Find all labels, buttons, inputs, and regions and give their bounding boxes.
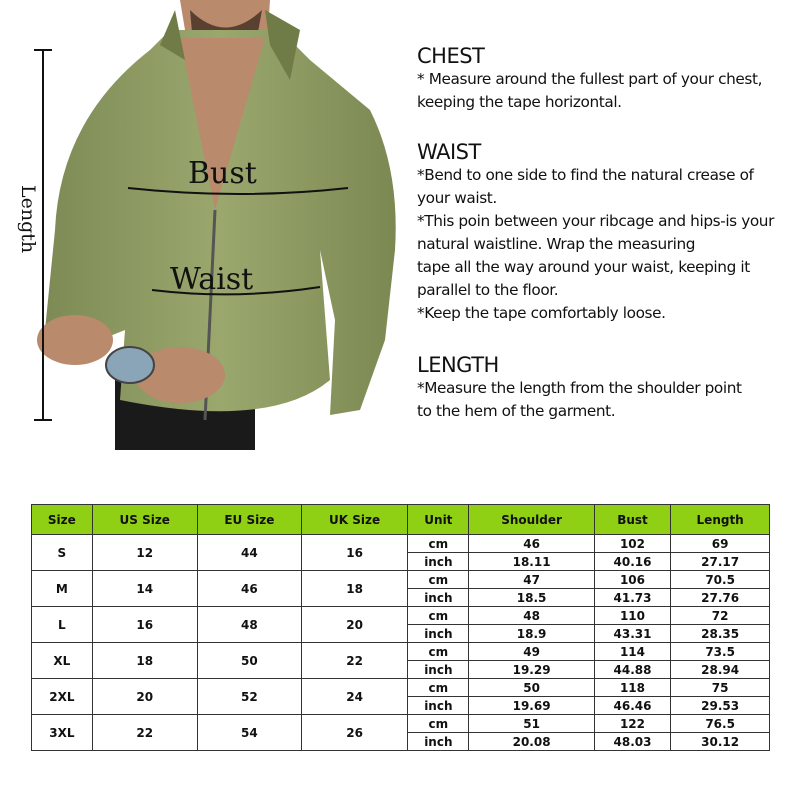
eu-cell: 44 <box>197 535 301 571</box>
column-header: Size <box>32 505 93 535</box>
chest-line: * Measure around the fullest part of your chest, <box>417 70 763 88</box>
uk-cell: 26 <box>301 715 407 751</box>
size-table <box>31 504 770 751</box>
bust-cell: 48.03 <box>594 733 671 751</box>
uk-cell: 16 <box>301 535 407 571</box>
shoulder-cell: 46 <box>469 535 594 553</box>
unit-cell: cm <box>408 571 469 589</box>
bust-cell: 46.46 <box>594 697 671 715</box>
table-row <box>32 643 770 661</box>
uk-cell: 24 <box>301 679 407 715</box>
length-line: to the hem of the garment. <box>417 402 616 420</box>
bust-cell: 114 <box>594 643 671 661</box>
length-cell: 27.17 <box>671 553 770 571</box>
bust-cell: 40.16 <box>594 553 671 571</box>
chest-line: keeping the tape horizontal. <box>417 93 622 111</box>
length-cell: 75 <box>671 679 770 697</box>
bust-cell: 106 <box>594 571 671 589</box>
unit-cell: cm <box>408 679 469 697</box>
left-hand <box>37 315 113 365</box>
eu-cell: 46 <box>197 571 301 607</box>
length-cell: 73.5 <box>671 643 770 661</box>
us-cell: 20 <box>92 679 197 715</box>
column-header: Length <box>671 505 770 535</box>
shoulder-cell: 48 <box>469 607 594 625</box>
unit-cell: cm <box>408 715 469 733</box>
length-cell: 72 <box>671 607 770 625</box>
unit-cell: cm <box>408 535 469 553</box>
shoulder-cell: 49 <box>469 643 594 661</box>
waist-line: your waist. <box>417 189 497 207</box>
waist-label: Waist <box>170 262 254 297</box>
length-cell: 76.5 <box>671 715 770 733</box>
table-row <box>32 535 770 553</box>
us-cell: 16 <box>92 607 197 643</box>
bust-cell: 44.88 <box>594 661 671 679</box>
unit-cell: inch <box>408 697 469 715</box>
waist-guide <box>417 140 774 325</box>
waist-line: parallel to the floor. <box>417 281 559 299</box>
column-header: Bust <box>594 505 671 535</box>
length-cell: 27.76 <box>671 589 770 607</box>
eu-cell: 48 <box>197 607 301 643</box>
shoulder-cell: 19.29 <box>469 661 594 679</box>
column-header: UK Size <box>301 505 407 535</box>
size-cell: XL <box>32 643 93 679</box>
shoulder-cell: 51 <box>469 715 594 733</box>
table-row <box>32 571 770 589</box>
eu-cell: 52 <box>197 679 301 715</box>
shoulder-cell: 18.9 <box>469 625 594 643</box>
uk-cell: 20 <box>301 607 407 643</box>
length-cell: 70.5 <box>671 571 770 589</box>
model-photo <box>0 0 400 460</box>
table-body <box>32 535 770 751</box>
column-header: Unit <box>408 505 469 535</box>
waist-line: *Keep the tape comfortably loose. <box>417 304 666 322</box>
shoulder-cell: 47 <box>469 571 594 589</box>
size-cell: 3XL <box>32 715 93 751</box>
unit-cell: inch <box>408 553 469 571</box>
size-cell: S <box>32 535 93 571</box>
shoulder-cell: 18.5 <box>469 589 594 607</box>
length-label: Length <box>17 185 39 254</box>
size-cell: M <box>32 571 93 607</box>
column-header: Shoulder <box>469 505 594 535</box>
shoulder-cell: 50 <box>469 679 594 697</box>
column-header: EU Size <box>197 505 301 535</box>
waist-line: *Bend to one side to find the natural crease of <box>417 166 754 184</box>
unit-cell: inch <box>408 625 469 643</box>
chest-guide <box>417 44 762 114</box>
size-cell: 2XL <box>32 679 93 715</box>
bust-cell: 43.31 <box>594 625 671 643</box>
chest-title: CHEST <box>417 44 485 68</box>
shoulder-cell: 20.08 <box>469 733 594 751</box>
us-cell: 18 <box>92 643 197 679</box>
bust-cell: 122 <box>594 715 671 733</box>
table-header-row <box>32 505 770 535</box>
us-cell: 12 <box>92 535 197 571</box>
length-cell: 69 <box>671 535 770 553</box>
waist-line: tape all the way around your waist, keeping it <box>417 258 750 276</box>
bust-cell: 102 <box>594 535 671 553</box>
length-line: *Measure the length from the shoulder point <box>417 379 742 397</box>
length-cell: 30.12 <box>671 733 770 751</box>
table-row <box>32 715 770 733</box>
uk-cell: 18 <box>301 571 407 607</box>
length-cell: 29.53 <box>671 697 770 715</box>
waist-line: *This poin between your ribcage and hips-is your <box>417 212 774 230</box>
waist-title: WAIST <box>417 140 481 164</box>
us-cell: 14 <box>92 571 197 607</box>
bust-label: Bust <box>188 156 257 191</box>
sunglasses <box>106 347 154 383</box>
unit-cell: cm <box>408 643 469 661</box>
length-cell: 28.35 <box>671 625 770 643</box>
unit-cell: inch <box>408 661 469 679</box>
eu-cell: 50 <box>197 643 301 679</box>
uk-cell: 22 <box>301 643 407 679</box>
length-cell: 28.94 <box>671 661 770 679</box>
table-row <box>32 607 770 625</box>
shoulder-cell: 18.11 <box>469 553 594 571</box>
unit-cell: cm <box>408 607 469 625</box>
bust-cell: 110 <box>594 607 671 625</box>
bust-cell: 118 <box>594 679 671 697</box>
column-header: US Size <box>92 505 197 535</box>
shoulder-cell: 19.69 <box>469 697 594 715</box>
bust-cell: 41.73 <box>594 589 671 607</box>
unit-cell: inch <box>408 589 469 607</box>
unit-cell: inch <box>408 733 469 751</box>
size-cell: L <box>32 607 93 643</box>
us-cell: 22 <box>92 715 197 751</box>
length-guide <box>417 353 742 423</box>
eu-cell: 54 <box>197 715 301 751</box>
length-title: LENGTH <box>417 353 499 377</box>
waist-line: natural waistline. Wrap the measuring <box>417 235 696 253</box>
table-row <box>32 679 770 697</box>
